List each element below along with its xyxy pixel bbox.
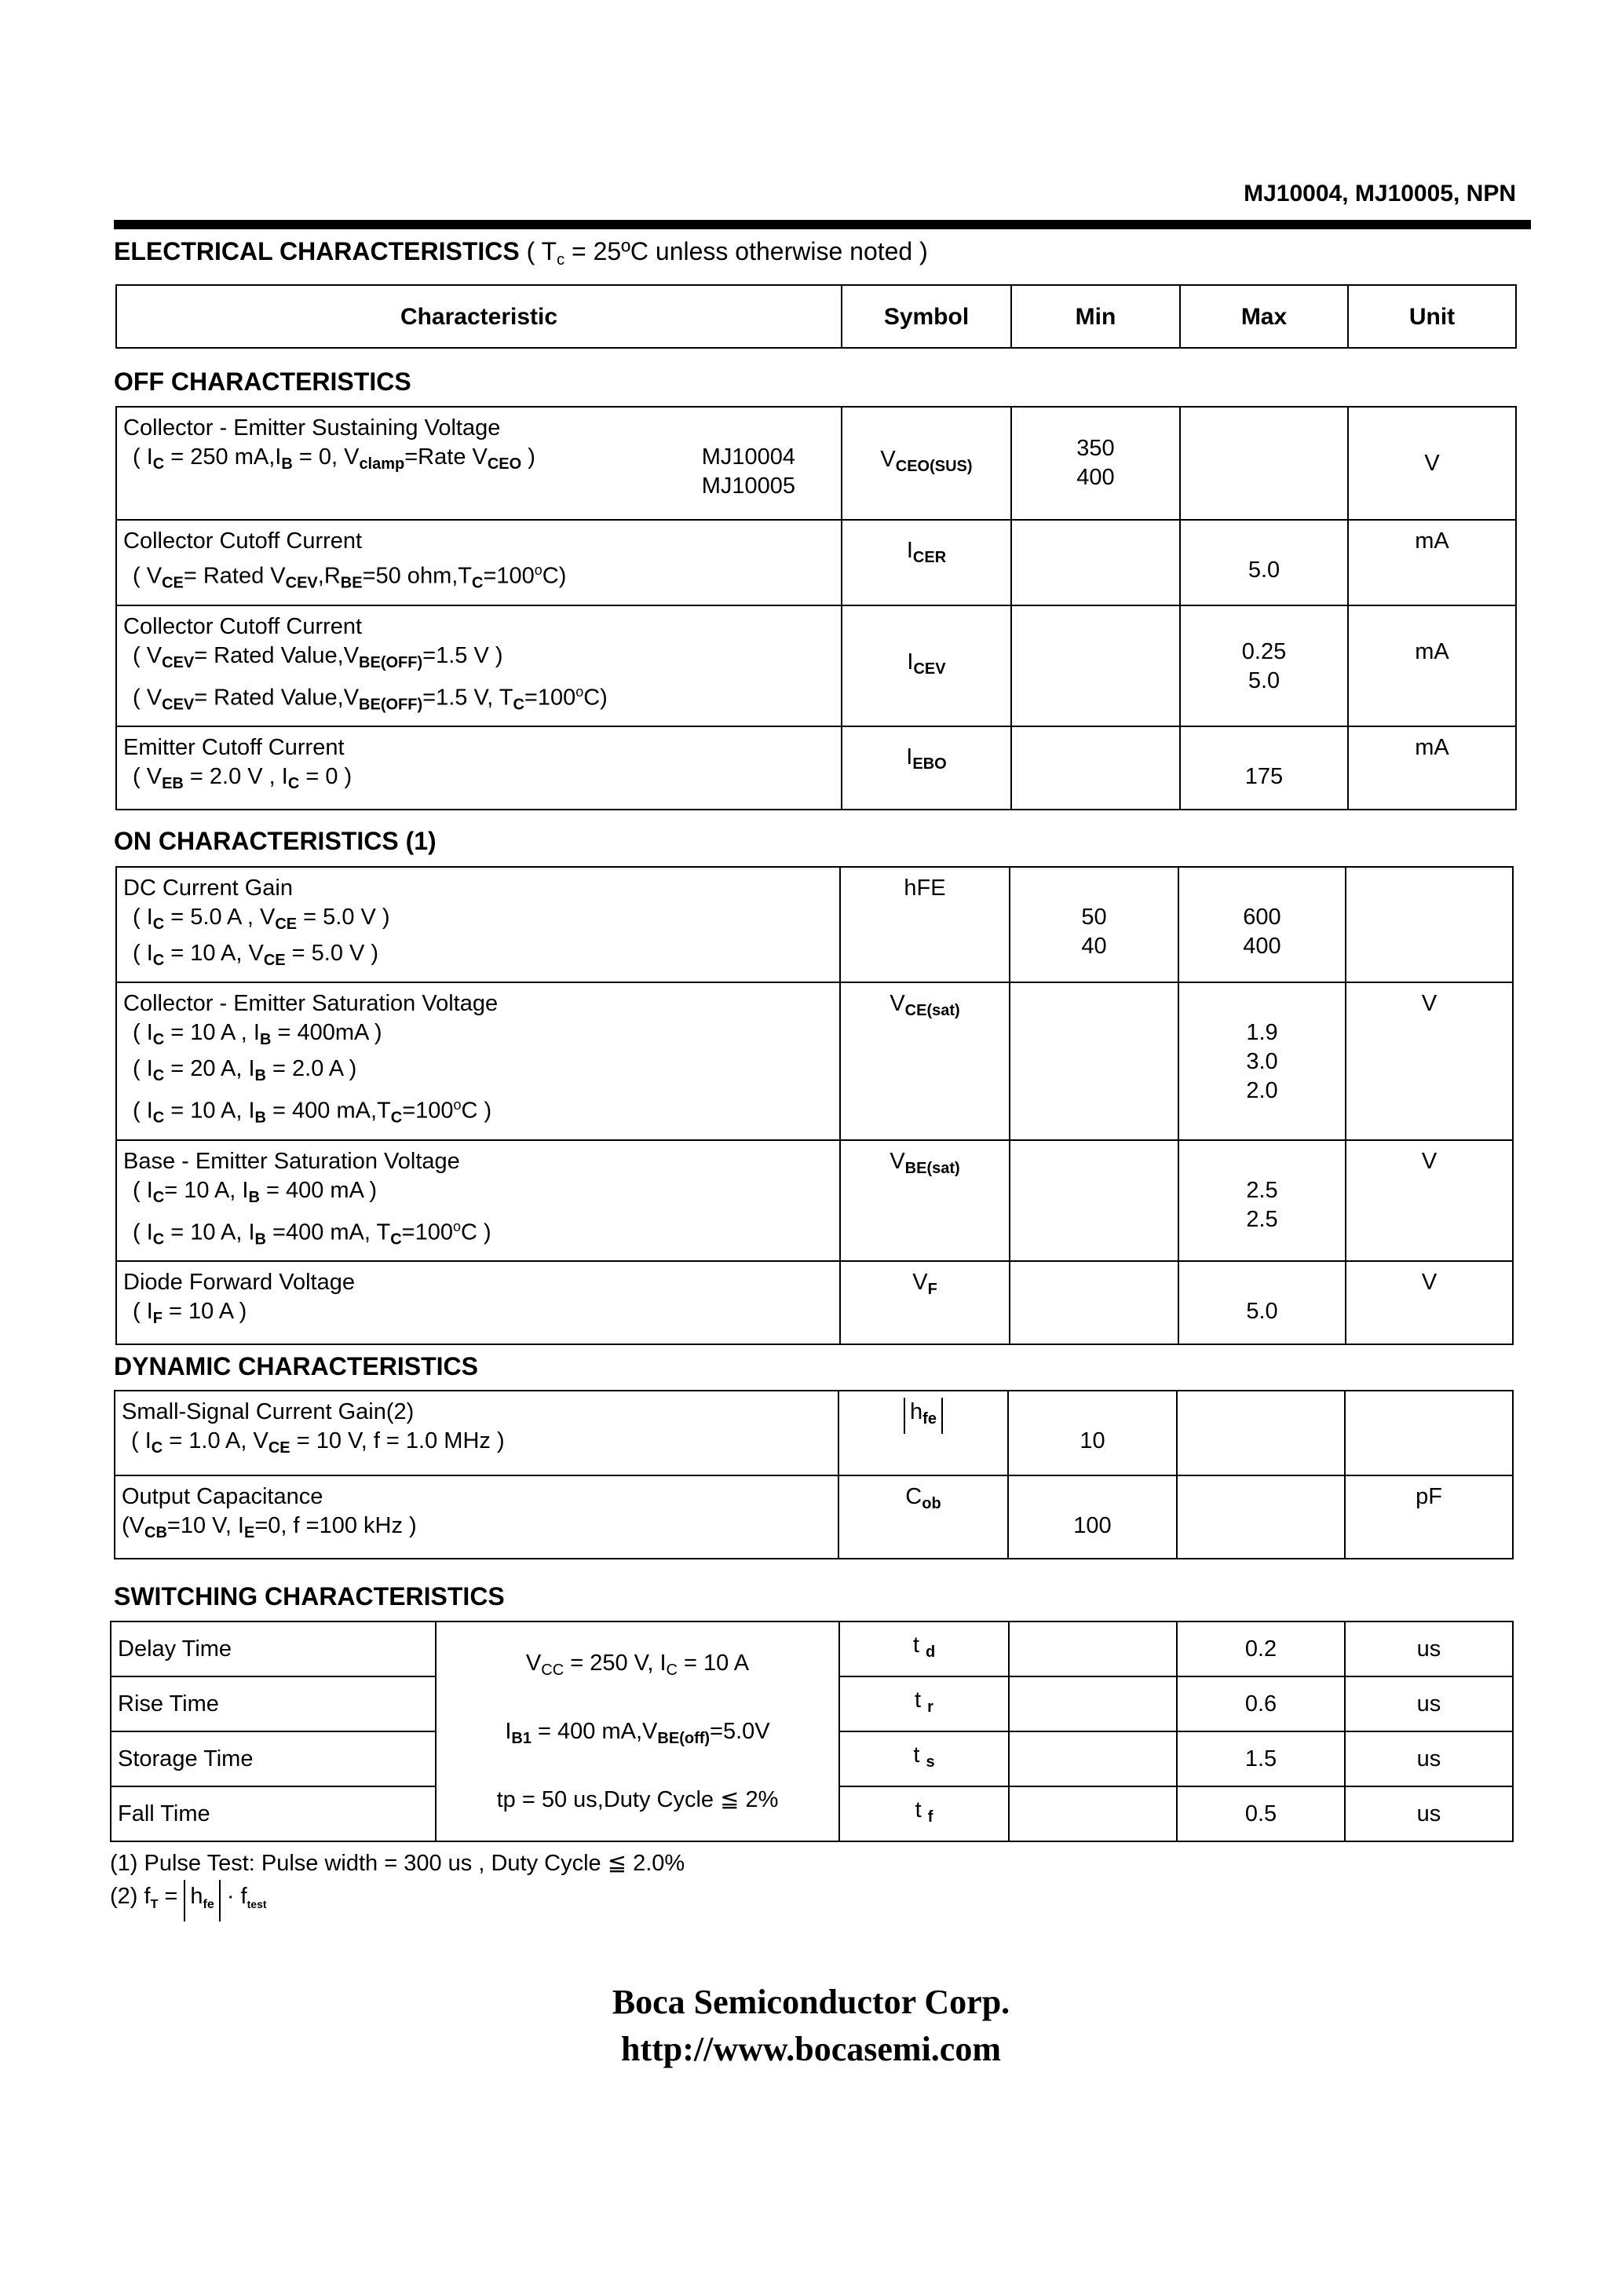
row-condition: ( $I_C = 10$ A, $I_B = 400$ $mA,T_C=100^oC$ ) <box>133 1097 492 1127</box>
row-symbol: $h_{fe}$ <box>838 1391 1008 1475</box>
row-symbol: $I_{CEV}$ <box>842 605 1011 727</box>
max-value: 175 <box>1180 726 1348 810</box>
min-value: 100 <box>1008 1475 1177 1559</box>
row-name: Small-Signal Current Gain(2) <box>122 1399 415 1424</box>
row-condition: ( $I_C = 5.0$ A , $V_{CE} = 5.0$ V ) <box>133 905 390 933</box>
electrical-characteristics-title: ELECTRICAL CHARACTERISTICS ( $T_c$ = 25ºC unless otherwise noted ) <box>114 237 928 269</box>
row-condition: ( $I_C = 1.0$ A, $V_{CE} = 10$ V, f = 1.0 MHz ) <box>131 1428 505 1457</box>
col-min: Min <box>1011 285 1180 348</box>
row-name: Collector Cutoff Current <box>123 613 363 639</box>
max-value: 0.6 <box>1177 1676 1345 1731</box>
col-unit: Unit <box>1348 285 1516 348</box>
table-row <box>116 726 1516 810</box>
row-condition: ($V_{CB}=10$ V, $I_E=0$, f =100 kHz ) <box>122 1513 417 1541</box>
part-mj10004: MJ10004 <box>701 444 795 470</box>
unit-value: mA <box>1348 726 1516 810</box>
off-characteristics-heading: OFF CHARACTERISTICS <box>114 367 411 396</box>
row-condition: ( $I_C = 20$ A, $I_B = 2.0$ A ) <box>133 1056 357 1084</box>
row-symbol: $V_{CE(sat)}$ <box>840 982 1010 1140</box>
dynamic-characteristics-table <box>114 1390 1514 1559</box>
off-characteristics-table <box>115 406 1517 810</box>
unit-value: V <box>1346 1140 1513 1262</box>
row-symbol: hFE <box>840 867 1010 982</box>
unit-value: V <box>1348 407 1516 520</box>
row-name: Collector Cutoff Current <box>123 528 363 554</box>
row-symbol: $C_{ob}$ <box>838 1475 1008 1559</box>
unit-value: us <box>1345 1621 1513 1676</box>
footnotes <box>110 1847 685 1921</box>
row-symbol: $V_{CEO(SUS)}$ <box>842 407 1011 520</box>
row-symbol: t $_f$ <box>839 1786 1009 1841</box>
row-name: DC Current Gain <box>123 876 293 901</box>
table-row <box>116 520 1516 605</box>
row-name: Storage Time <box>111 1731 436 1786</box>
max-value: 5.0 <box>1248 667 1280 693</box>
row-symbol: $V_{BE(sat)}$ <box>840 1140 1010 1262</box>
row-name: Rise Time <box>111 1676 436 1731</box>
table-row <box>116 982 1513 1140</box>
row-symbol: $I_{CER}$ <box>842 520 1011 605</box>
row-condition: ( $V_{CE}=$ Rated $V_{CEV},R_{BE}=50$ $ohm,T_C=100^oC$) <box>133 562 567 592</box>
row-condition: ( $V_{EB} = 2.0$ V , $I_C = 0$ ) <box>133 764 353 793</box>
min-value: 40 <box>1081 934 1107 959</box>
row-name: Fall Time <box>111 1786 436 1841</box>
row-name: Output Capacitance <box>122 1484 323 1509</box>
part-numbers: MJ10004, MJ10005, NPN <box>1244 181 1516 207</box>
row-symbol: t $_s$ <box>839 1731 1009 1786</box>
max-value: 5.0 <box>1178 1261 1346 1344</box>
row-symbol: $I_{EBO}$ <box>842 726 1011 810</box>
row-condition: ( $V_{CEV}=$ Rated $Value,V_{BE(OFF)}=1.5$ V ) <box>133 642 503 671</box>
unit-value: pF <box>1345 1475 1513 1559</box>
unit-value: mA <box>1348 605 1516 727</box>
table-row <box>111 1621 1513 1676</box>
max-value: 2.5 <box>1246 1177 1278 1203</box>
table-row <box>116 605 1516 727</box>
table-row <box>115 1475 1513 1559</box>
max-value: 5.0 <box>1180 520 1348 605</box>
footer <box>0 1979 1622 2073</box>
row-condition: ( $V_{CEV}=$ Rated $Value,V_{BE(OFF)}=1.5$ V, $T_C=100^oC$) <box>133 683 608 714</box>
row-condition: ( $I_C= 10$ A, $I_B = 400$ mA ) <box>133 1177 378 1206</box>
max-value: 2.5 <box>1246 1206 1278 1232</box>
row-condition: ( $I_C = 250$ $mA,I_B = 0$, $V_{clamp}=Rate$ $V_{CEO}$ ) <box>133 444 535 473</box>
max-value: 400 <box>1243 934 1281 959</box>
col-max: Max <box>1180 285 1348 348</box>
row-name: Collector - Emitter Sustaining Voltage <box>123 415 501 441</box>
footnote-2: (2) $f_T = h_{fe} \cdot f_{test}$ <box>110 1880 685 1921</box>
row-condition: ( $I_C = 10$ A, $V_{CE} = 5.0$ V ) <box>133 941 379 969</box>
company-url[interactable]: http://www.bocasemi.com <box>621 2030 1001 2068</box>
table-row <box>116 407 1516 520</box>
part-mj10005: MJ10005 <box>701 473 795 499</box>
switching-conditions: $V_{CC} = 250$ V, $I_C = 10$ A $I_{B1} = 400$ $mA,V_{BE(off)}=5.0V$ tp = 50 us,Duty Cycle ≦ 2% <box>436 1621 839 1841</box>
switching-characteristics-table <box>110 1621 1514 1842</box>
unit-value: mA <box>1348 520 1516 605</box>
max-value: 0.5 <box>1177 1786 1345 1841</box>
table-row <box>115 1391 1513 1475</box>
row-name: Collector - Emitter Saturation Voltage <box>123 991 499 1016</box>
min-value: 10 <box>1008 1391 1177 1475</box>
header-rule <box>114 220 1531 229</box>
column-header-table <box>115 284 1517 349</box>
footnote-1: (1) Pulse Test: Pulse width = 300 us , Duty Cycle ≦ 2.0% <box>110 1851 685 1876</box>
unit-value: us <box>1345 1786 1513 1841</box>
row-name: Diode Forward Voltage <box>123 1270 355 1296</box>
row-symbol: $V_F$ <box>840 1261 1010 1344</box>
row-symbol: t $_d$ <box>839 1621 1009 1676</box>
row-name: Base - Emitter Saturation Voltage <box>123 1148 460 1174</box>
max-value: 2.0 <box>1246 1078 1278 1103</box>
row-condition: ( $I_C = 10$ A , $I_B = 400mA$ ) <box>133 1020 382 1048</box>
row-name: Emitter Cutoff Current <box>123 735 345 761</box>
on-characteristics-heading: ON CHARACTERISTICS (1) <box>114 827 437 855</box>
max-value: 0.2 <box>1177 1621 1345 1676</box>
unit-value: V <box>1346 982 1513 1140</box>
row-name: Delay Time <box>111 1621 436 1676</box>
unit-value: V <box>1346 1261 1513 1344</box>
table-row <box>116 867 1513 982</box>
table-row <box>116 1261 1513 1344</box>
min-value: 50 <box>1081 905 1107 930</box>
max-value: 1.5 <box>1177 1731 1345 1786</box>
on-characteristics-table <box>115 866 1514 1345</box>
max-value: 1.9 <box>1246 1020 1278 1045</box>
min-value: 350 <box>1076 436 1115 461</box>
col-symbol: Symbol <box>842 285 1011 348</box>
row-condition: ( $I_F = 10$ A ) <box>133 1299 247 1328</box>
row-condition: ( $I_C = 10$ A, $I_B =400$ mA, $T_C=100^oC$ ) <box>133 1218 491 1249</box>
row-symbol: t $_r$ <box>839 1676 1009 1731</box>
unit-value: us <box>1345 1676 1513 1731</box>
dynamic-characteristics-heading: DYNAMIC CHARACTERISTICS <box>114 1352 478 1380</box>
switching-characteristics-heading: SWITCHING CHARACTERISTICS <box>114 1582 505 1610</box>
max-value: 3.0 <box>1246 1049 1278 1074</box>
max-value: 600 <box>1243 905 1281 930</box>
max-value: 0.25 <box>1241 638 1287 664</box>
table-row <box>116 1140 1513 1262</box>
company-name: Boca Semiconductor Corp. <box>612 1983 1010 2021</box>
title-bold: ELECTRICAL CHARACTERISTICS <box>114 237 520 265</box>
min-value: 400 <box>1076 465 1115 490</box>
unit-value: us <box>1345 1731 1513 1786</box>
col-characteristic: Characteristic <box>116 285 842 348</box>
